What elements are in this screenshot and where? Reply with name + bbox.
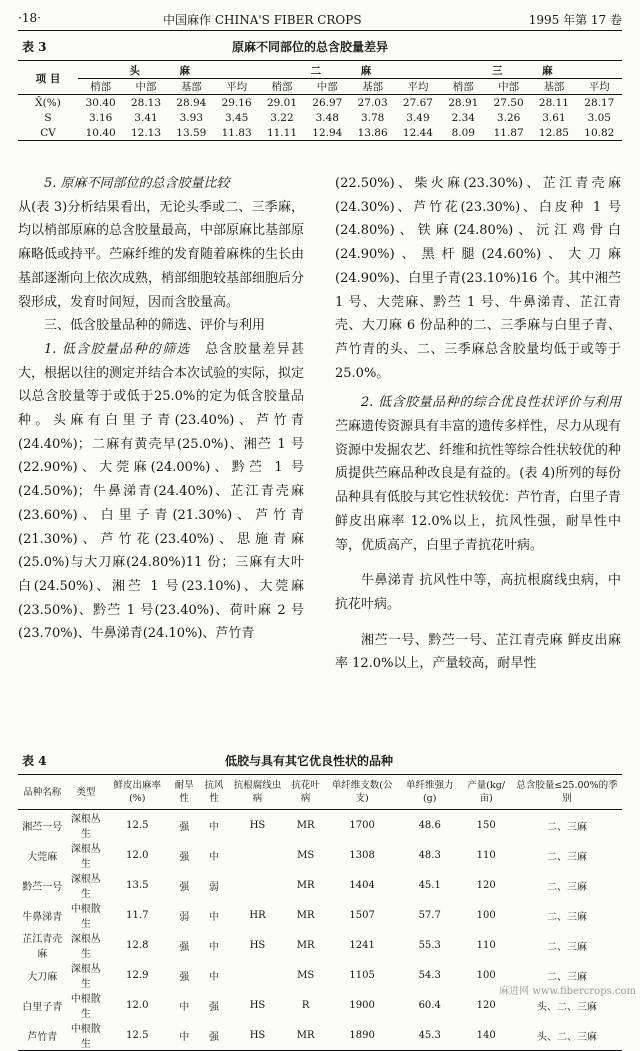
table3-cell: 11.11 xyxy=(259,125,304,141)
table3-subheader: 平均 xyxy=(214,79,259,95)
table4-cell: 深根丛生 xyxy=(70,934,101,960)
table4-cell: 二、三麻 xyxy=(546,911,587,923)
table4-variety-name: 湘苎一号 xyxy=(22,821,63,833)
table4-cell: 二、三麻 xyxy=(546,971,587,983)
table4-cell: 强 xyxy=(179,851,190,863)
table4-cell: 1900 xyxy=(349,999,375,1011)
table3-cell: 10.40 xyxy=(78,125,123,141)
table4-row xyxy=(18,900,622,930)
table4-cell: 57.7 xyxy=(418,909,441,921)
right-column xyxy=(335,172,621,676)
table3-subheader: 中部 xyxy=(305,79,350,95)
table4-variety-name: 芦竹青 xyxy=(18,1020,66,1051)
table4-row xyxy=(18,810,622,841)
table3-subheader: 基部 xyxy=(169,79,214,95)
table3-cell: 3.48 xyxy=(315,111,339,124)
table4-label: 表 4 xyxy=(22,754,47,768)
table4-cell: 弱 xyxy=(179,911,190,923)
table4-variety-name: 芷江青壳麻 xyxy=(22,934,63,960)
table4-column-header: 抗根腐线虫病 xyxy=(229,775,286,810)
volume-info: 1995 年第 17 卷 xyxy=(528,13,622,27)
table4-cell: 110 xyxy=(476,939,496,951)
table3-subheader: 梢部 xyxy=(78,79,123,95)
table3-subheader: 中部 xyxy=(486,79,531,95)
table4-header-row xyxy=(18,775,622,810)
table4-cell: 48.6 xyxy=(418,819,441,831)
table3-group-head: 二 麻 xyxy=(259,62,440,79)
table3-top-rule xyxy=(18,60,622,61)
table3-row xyxy=(18,125,622,141)
table4 xyxy=(18,774,622,1051)
table3-cell: 28.91 xyxy=(448,96,479,109)
table4-row xyxy=(18,930,622,960)
table3-cell: 2.34 xyxy=(451,111,475,124)
table3-subheader: 平均 xyxy=(395,79,440,95)
table4-cell: MR xyxy=(296,819,315,831)
table4-cell: MR xyxy=(286,1020,325,1051)
table4-cell: 二、三麻 xyxy=(546,851,587,863)
table4-cell xyxy=(229,840,286,870)
table3-cell: 10.82 xyxy=(577,125,622,141)
subsection-2-heading: 2. 低含胶量品种的综合优良性状评价与利用 xyxy=(361,395,621,411)
table4-cell: HS xyxy=(229,1020,286,1051)
table3-cell: 3.93 xyxy=(179,111,204,124)
table4-cell: 1105 xyxy=(349,969,375,981)
table4-cell: 中 xyxy=(208,851,219,863)
table4-column-header: 抗花叶病 xyxy=(286,775,325,810)
table4-cell: 11.7 xyxy=(126,909,149,921)
table4-variety-name: 牛鼻涕青 xyxy=(22,911,63,923)
table4-cell: 强 xyxy=(179,821,190,833)
table4-cell: HR xyxy=(249,909,266,921)
table4-variety-name: 白里子青 xyxy=(22,1001,63,1013)
section-3-heading: 三、低含胶量品种的筛选、评价与利用 xyxy=(44,318,266,334)
table4-cell: 13.5 xyxy=(126,879,149,891)
table3-cell: 3.22 xyxy=(270,111,294,124)
table4-cell: 深根丛生 xyxy=(70,874,101,900)
table4-cell: 12.9 xyxy=(126,969,149,981)
table3-cell: 13.59 xyxy=(169,125,214,141)
table3-cell: 27.67 xyxy=(402,96,433,109)
table4-variety-name: 大莞麻 xyxy=(27,851,58,863)
paragraph: 湘苎一号、黔苎一号、芷江青壳麻 鲜皮出麻率 12.0%以上，产量较高，耐旱性 xyxy=(335,632,621,672)
table3-cell: 3.05 xyxy=(587,111,611,124)
table3-cell: 3.41 xyxy=(134,111,158,124)
table4-cell: 12.5 xyxy=(126,819,149,831)
table4-cell: MS xyxy=(297,849,315,861)
table4-cell: HS xyxy=(249,999,266,1011)
table3-group-head: 头 麻 xyxy=(78,62,259,79)
table4-cell: 54.3 xyxy=(418,969,441,981)
table3-cell: 3.61 xyxy=(542,111,566,124)
table4-cell: 中 xyxy=(208,911,219,923)
table3-cell: 12.85 xyxy=(531,125,576,141)
table3-subheader: 梢部 xyxy=(441,79,486,95)
table4-column-header: 总含胶量≤25.00%的季别 xyxy=(512,775,622,810)
table3-subheader: 梢部 xyxy=(259,79,304,95)
table4-cell: 二、三麻 xyxy=(546,941,587,953)
table3-group-head: 三 麻 xyxy=(441,62,622,79)
table3-cell: 3.78 xyxy=(360,111,385,124)
table3-cell: 29.16 xyxy=(221,96,252,109)
table3-item-header: 项 目 xyxy=(18,62,78,95)
table4-cell: 120 xyxy=(476,999,496,1011)
table4-cell: 100 xyxy=(476,909,496,921)
table4-cell: 1700 xyxy=(349,819,375,831)
table3-cell: 3.49 xyxy=(406,111,430,124)
table4-cell: R xyxy=(301,999,310,1011)
table4-cell: 中根散生 xyxy=(70,994,101,1020)
table3-subheader: 中部 xyxy=(123,79,168,95)
section-5-heading: 5. 原麻不同部位的总含胶量比较 xyxy=(44,176,230,191)
table4-cell: 12.8 xyxy=(126,939,149,951)
table4-cell: 中根散生 xyxy=(66,1020,105,1051)
table4-cell: 12.0 xyxy=(126,849,149,861)
table3-label: 表 3 xyxy=(22,40,47,54)
table4-cell: 二、三麻 xyxy=(546,881,587,893)
table4-variety-name: 黔苎一号 xyxy=(22,881,63,893)
table4-cell: 45.3 xyxy=(399,1020,460,1051)
table4-cell: HS xyxy=(249,939,266,951)
table4-cell: 强 xyxy=(179,971,190,983)
table4-row xyxy=(18,1020,622,1051)
table4-cell: 1890 xyxy=(325,1020,399,1051)
table4-column-header: 产量(kg/亩) xyxy=(460,775,512,810)
page-number: ·18· xyxy=(18,11,41,25)
table3-cell: 28.11 xyxy=(538,96,569,109)
table3-subheader: 基部 xyxy=(350,79,395,95)
paragraph: 1. 低含胶量品种的筛选 总含胶量差异甚大，根据以往的测定并结合本次试验的实际，拟定以总含胶量等于或低于25.0%的定为低含胶量品种。头麻有白里子青(23.40%)、芦竹青(24.40%)；二麻有黄壳早(25.0%)、湘苎 1 号(22.90%)、大莞麻(24.00%)、黔苎 1 号(24.50%)；牛鼻涕青(24.40%)、芷江青壳麻(23.60%)、白里子青(21.30%)、芦竹青(21.30%)、芦竹花(23.40%)、思施青麻(25.0%)与大刀麻(24.80%)11 份；三麻有大叶白(24.50%)、湘苎 1 号(23.10%)、大莞麻(23.50%)、黔苎 1 号(23.40%)、荷叶麻 2 号(23.70%)、牛鼻涕青(24.10%)、芦竹青 xyxy=(18,341,305,642)
table4-cell: 强 xyxy=(179,941,190,953)
table4-row xyxy=(18,840,622,870)
table3-subheader-row xyxy=(18,79,622,95)
table4-column-header: 耐旱性 xyxy=(169,775,199,810)
table3-cell: 27.03 xyxy=(357,96,388,109)
table4-cell: 中 xyxy=(208,971,219,983)
table4-cell: 55.3 xyxy=(418,939,441,951)
paragraph: 牛鼻涕青 抗风性中等，高抗根腐线虫病，中抗花叶病。 xyxy=(335,573,621,612)
table3-cell: 28.17 xyxy=(584,96,615,109)
table4-cell: 120 xyxy=(476,879,496,891)
table4-column-header: 单纤维支数(公支) xyxy=(325,775,399,810)
table3-row-label: S xyxy=(44,111,52,124)
table3-row-label: X̄(%) xyxy=(35,96,61,109)
table3-cell: 30.40 xyxy=(85,96,116,109)
table4-cell: MS xyxy=(297,969,315,981)
watermark: 麻进网 www.fibercrops.com xyxy=(499,986,636,997)
table4-cell: 强 xyxy=(179,881,190,893)
table4-column-header: 类型 xyxy=(66,775,105,810)
subsection-1-heading: 1. 低含胶量品种的筛选 xyxy=(44,341,191,357)
table4-column-header: 品种名称 xyxy=(18,775,66,810)
table3-title: 原麻不同部位的总含胶量差异 xyxy=(232,40,389,54)
table4-cell: 中 xyxy=(169,1020,199,1051)
table4-cell: 头、二、三麻 xyxy=(512,1020,622,1051)
table4-cell: 中 xyxy=(208,821,219,833)
table3-cell: 11.87 xyxy=(486,125,531,141)
table4-cell: 12.0 xyxy=(126,999,149,1011)
table4-cell: MR xyxy=(296,939,315,951)
table3-subheader: 平均 xyxy=(577,79,622,95)
paragraph: 2. 低含胶量品种的综合优良性状评价与利用 苎麻遗传资源具有丰富的遗传多样性，尽力从现有资源中发掘农艺、纤维和抗性等综合性状较优的种质提供苎麻品种改良是有益的。(表 4)所列的每份品种具有低胶与其它性状较优：芦竹青，白里子青 鲜皮出麻率 12.0%以上，抗风性强，耐旱性中等，优质高产，白里子青抗花叶病。 xyxy=(335,395,622,553)
table4-cell: 48.3 xyxy=(418,849,441,861)
table4-cell: 1507 xyxy=(349,909,375,921)
table3-cell: 3.26 xyxy=(496,111,521,124)
journal-title: 中国麻作 CHINA'S FIBER CROPS xyxy=(163,13,362,27)
table3-cell: 28.94 xyxy=(176,96,207,109)
table4-variety-name: 大刀麻 xyxy=(27,971,58,983)
table3-cell: 8.09 xyxy=(441,125,486,141)
table4-column-header: 单纤维强力(g) xyxy=(399,775,460,810)
table3-cell: 28.13 xyxy=(130,96,162,109)
table4-cell: HS xyxy=(249,819,266,831)
table3-row xyxy=(18,110,622,125)
header-rule xyxy=(18,30,622,31)
table4-cell: MR xyxy=(296,909,315,921)
table4-cell: 1404 xyxy=(349,879,375,891)
table3-cell: 11.83 xyxy=(214,125,259,141)
table4-cell: 140 xyxy=(460,1020,512,1051)
table4-cell: 60.4 xyxy=(418,999,441,1011)
table4-cell: 深根丛生 xyxy=(70,844,101,870)
table4-cell: 弱 xyxy=(208,881,219,893)
table4-cell: 中 xyxy=(208,941,219,953)
table4-cell: 深根丛生 xyxy=(70,964,101,990)
table4-cell: 100 xyxy=(476,969,496,981)
table4-cell: 中根散生 xyxy=(70,904,101,930)
table4-cell: 强 xyxy=(199,1020,229,1051)
table3-group-row xyxy=(18,62,622,79)
paragraph: (22.50%)、柴火麻(23.30%)、芷江青壳麻(24.30%)、芦竹花(23.30%)、白皮种 1 号(24.80%)、铁麻(24.80%)、沅江鸡骨白(24.90%)、黑杆腿(24.60%)、大刀麻(24.90%)、白里子青(23.10%)16 个。其中湘苎 1 号、大莞麻、黔苎 1 号、牛鼻涕青、芷江青壳、大刀麻 6 份品种的二、三季麻与白里子青、芦竹青的头、二、三季麻总含胶量均低于或等于 25.0%。 xyxy=(335,176,621,381)
table3-subheader: 基部 xyxy=(531,79,576,95)
table4-cell: 强 xyxy=(208,1001,219,1013)
table3-cell: 12.94 xyxy=(305,125,350,141)
table3-cell: 3.16 xyxy=(88,111,113,124)
table4-cell: 12.5 xyxy=(105,1020,169,1051)
table4-column-header: 鲜皮出麻率(%) xyxy=(105,775,169,810)
table4-column-header: 抗风性 xyxy=(199,775,229,810)
table3-cell: 12.44 xyxy=(395,125,440,141)
table3-cell: 3.45 xyxy=(224,111,249,124)
table4-cell: 45.1 xyxy=(418,879,441,891)
table4-title: 低胶与具有其它优良性状的品种 xyxy=(225,754,394,768)
table4-cell xyxy=(229,870,286,900)
table4-cell: 二、三麻 xyxy=(546,821,587,833)
table3-cell: 26.97 xyxy=(312,96,343,109)
table3-cell: 27.50 xyxy=(493,96,524,109)
table4-cell: MR xyxy=(296,879,315,891)
table3-cell: 12.13 xyxy=(123,125,168,141)
table3 xyxy=(18,62,622,141)
table4-cell: 150 xyxy=(476,819,496,831)
table4-cell xyxy=(229,960,286,990)
table4-cell: 1241 xyxy=(349,939,375,951)
table4-cell: 1308 xyxy=(349,849,375,861)
table4-cell: 头、二、三麻 xyxy=(536,1001,597,1013)
table4-cell: 110 xyxy=(476,849,496,861)
paragraph: 从(表 3)分析结果看出，无论头季或二、三季麻，均以梢部原麻的总含胶量最高，中部原麻比基部原麻略低或持平。苎麻纤维的发育随着麻株的生长由基部逐渐向上依次成熟，梢部细胞较基部细胞后分裂形成，发育时间短，因而含胶量高。 xyxy=(18,199,305,310)
table4-row xyxy=(18,870,622,900)
table3-row-label: CV xyxy=(18,125,78,141)
left-column xyxy=(18,172,304,646)
table3-cell: 13.86 xyxy=(350,125,395,141)
running-header xyxy=(18,8,622,30)
table4-cell: 深根丛生 xyxy=(70,814,101,840)
table3-row xyxy=(18,95,622,111)
table4-cell: 中 xyxy=(179,1001,190,1013)
table3-cell: 29.01 xyxy=(266,96,297,109)
